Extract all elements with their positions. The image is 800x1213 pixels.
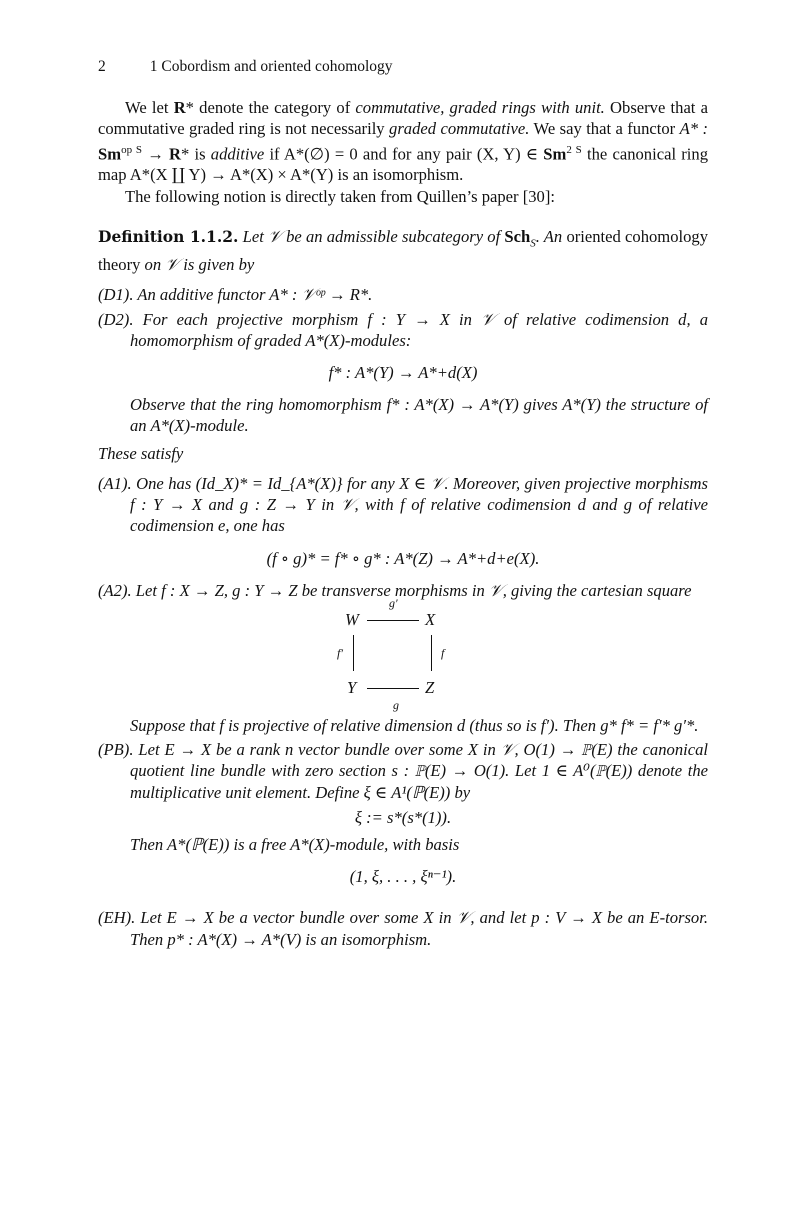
axiom-a2 xyxy=(98,580,708,601)
axiom-label: (A2). xyxy=(98,580,132,600)
text-run: Sm xyxy=(98,144,122,164)
axiom-label: (EH). xyxy=(98,908,136,928)
definition xyxy=(98,226,708,276)
definition-label: Definition 1.1.2. xyxy=(98,226,239,246)
axiom-remark: Suppose that f is projective of relative dimension d (thus so is f′). Then g* f* = f′* g′*. xyxy=(130,715,699,735)
spacer xyxy=(98,898,708,904)
text-run: Sch xyxy=(504,226,531,246)
axiom-a1 xyxy=(98,473,708,537)
text-run: Sm xyxy=(543,144,567,164)
display-equation: f* : A*(Y) → A*+d(X) xyxy=(328,363,478,383)
text-run: Let 𝒱 be an admissible subcategory of xyxy=(238,226,505,246)
axiom-text: An additive functor A* : 𝒱ᵒᵖ → R*. xyxy=(137,285,373,305)
spacer xyxy=(98,275,708,281)
display-equation: (f ∘ g)* = f* ∘ g* : A*(Z) → A*+d+e(X). xyxy=(266,548,540,568)
page-number: 2 xyxy=(98,58,106,75)
arrow-label-top: g′ xyxy=(389,595,398,610)
arrow-label-right: f xyxy=(441,645,445,660)
these-satisfy: These satisfy xyxy=(98,443,184,463)
axiom-label: (A1). xyxy=(98,473,132,493)
axiom-d2 xyxy=(98,309,708,351)
node-x: X xyxy=(425,609,436,629)
math-run: A* : xyxy=(679,119,709,139)
display-equation: (1, ξ, . . . , ξⁿ⁻¹). xyxy=(349,867,457,887)
math-run: 2 S xyxy=(566,143,582,156)
text-run: if A*(∅) = 0 and for any pair (X, Y) ∈ xyxy=(264,144,544,164)
text-run: S xyxy=(530,237,536,250)
axiom-eh xyxy=(98,907,708,949)
axiom-text: Let f : X → Z, g : Y → Z be transverse morphisms in 𝒱, giving the cartesian square xyxy=(135,580,692,600)
text-run: R xyxy=(169,144,181,164)
text-run: R xyxy=(173,98,186,118)
text-run: commutative, graded rings with unit. xyxy=(355,98,605,118)
axiom-label: (D1). xyxy=(98,285,134,305)
axiom-pb xyxy=(98,739,708,803)
text-run: on 𝒱 is given by xyxy=(140,255,255,275)
axiom-text: Let E → X be a vector bundle over some X in 𝒱, and let p : V → X be an E-torsor. Then p* : A*(X) → A*(V) is an isomorphism. xyxy=(130,908,708,949)
axiom-label: (D2). xyxy=(98,309,134,329)
page-body xyxy=(98,56,708,950)
paragraph-quillen: The following notion is directly taken from Quillen’s paper [30]: xyxy=(125,186,555,206)
cartesian-square-diagram xyxy=(337,595,465,712)
arrow-right xyxy=(431,635,432,671)
arrow-label-bottom: g xyxy=(393,697,399,712)
axiom-text: One has (Id_X)* = Id_{A*(X)} for any X ∈ 𝒱. Moreover, given projective morphisms f : Y → X and g : Z → Y in 𝒱, with f of relative codimension d and g of relative codimension e, one has xyxy=(130,473,708,536)
node-z: Z xyxy=(425,677,435,697)
running-title: 1 Cobordism and oriented cohomology xyxy=(149,58,393,75)
text-run: graded commutative. xyxy=(389,119,530,139)
text-run: * denote the category of xyxy=(185,98,356,118)
axiom-label: (PB). xyxy=(98,740,134,760)
node-y: Y xyxy=(347,677,357,697)
text-run: additive xyxy=(210,144,265,164)
arrow-left xyxy=(353,635,354,671)
axiom-d1 xyxy=(98,284,708,305)
text-run: We say that a functor xyxy=(529,119,680,139)
text-run: oriented cohomology theory xyxy=(98,226,708,275)
node-w: W xyxy=(345,609,359,629)
axiom-remark: Observe that the ring homomorphism f* : A*(X) → A*(Y) gives A*(Y) the structure of an A*(X)-module. xyxy=(130,395,708,436)
axiom-text: Let E → X be a rank n vector bundle over some X in 𝒱, O(1) → ℙ(E) the canonical quotient line bundle with zero section s : ℙ(E) → O(1). Let 1 ∈ A⁰(ℙ(E)) denote the multiplicative unit element. Define ξ ∈ A¹(ℙ(E)) by xyxy=(130,740,708,802)
math-run: op S xyxy=(121,143,142,156)
text-run: the canonical ring map A*(X ∐ Y) → A*(X) × A*(Y) is an isomorphism. xyxy=(98,144,708,185)
running-header xyxy=(98,56,708,77)
paragraph-rings xyxy=(98,97,708,185)
text-run: * is xyxy=(181,144,211,164)
arrow-bottom xyxy=(367,688,419,689)
arrow-label-left: f′ xyxy=(337,645,343,660)
display-equation: ξ := s*(s*(1)). xyxy=(354,807,452,827)
axiom-text: For each projective morphism f : Y → X in 𝒱 of relative codimension d, a homomorphism of graded A*(X)-modules: xyxy=(130,309,709,350)
text-run: . An xyxy=(535,226,567,246)
text-run: We let xyxy=(125,98,174,118)
arrow-top xyxy=(367,620,419,621)
text-run: → xyxy=(142,144,170,164)
text-run: Observe that a commutative graded ring is not necessarily xyxy=(98,98,708,139)
axiom-remark: Then A*(ℙ(E)) is a free A*(X)-module, with basis xyxy=(130,834,460,854)
spacer xyxy=(98,464,708,470)
